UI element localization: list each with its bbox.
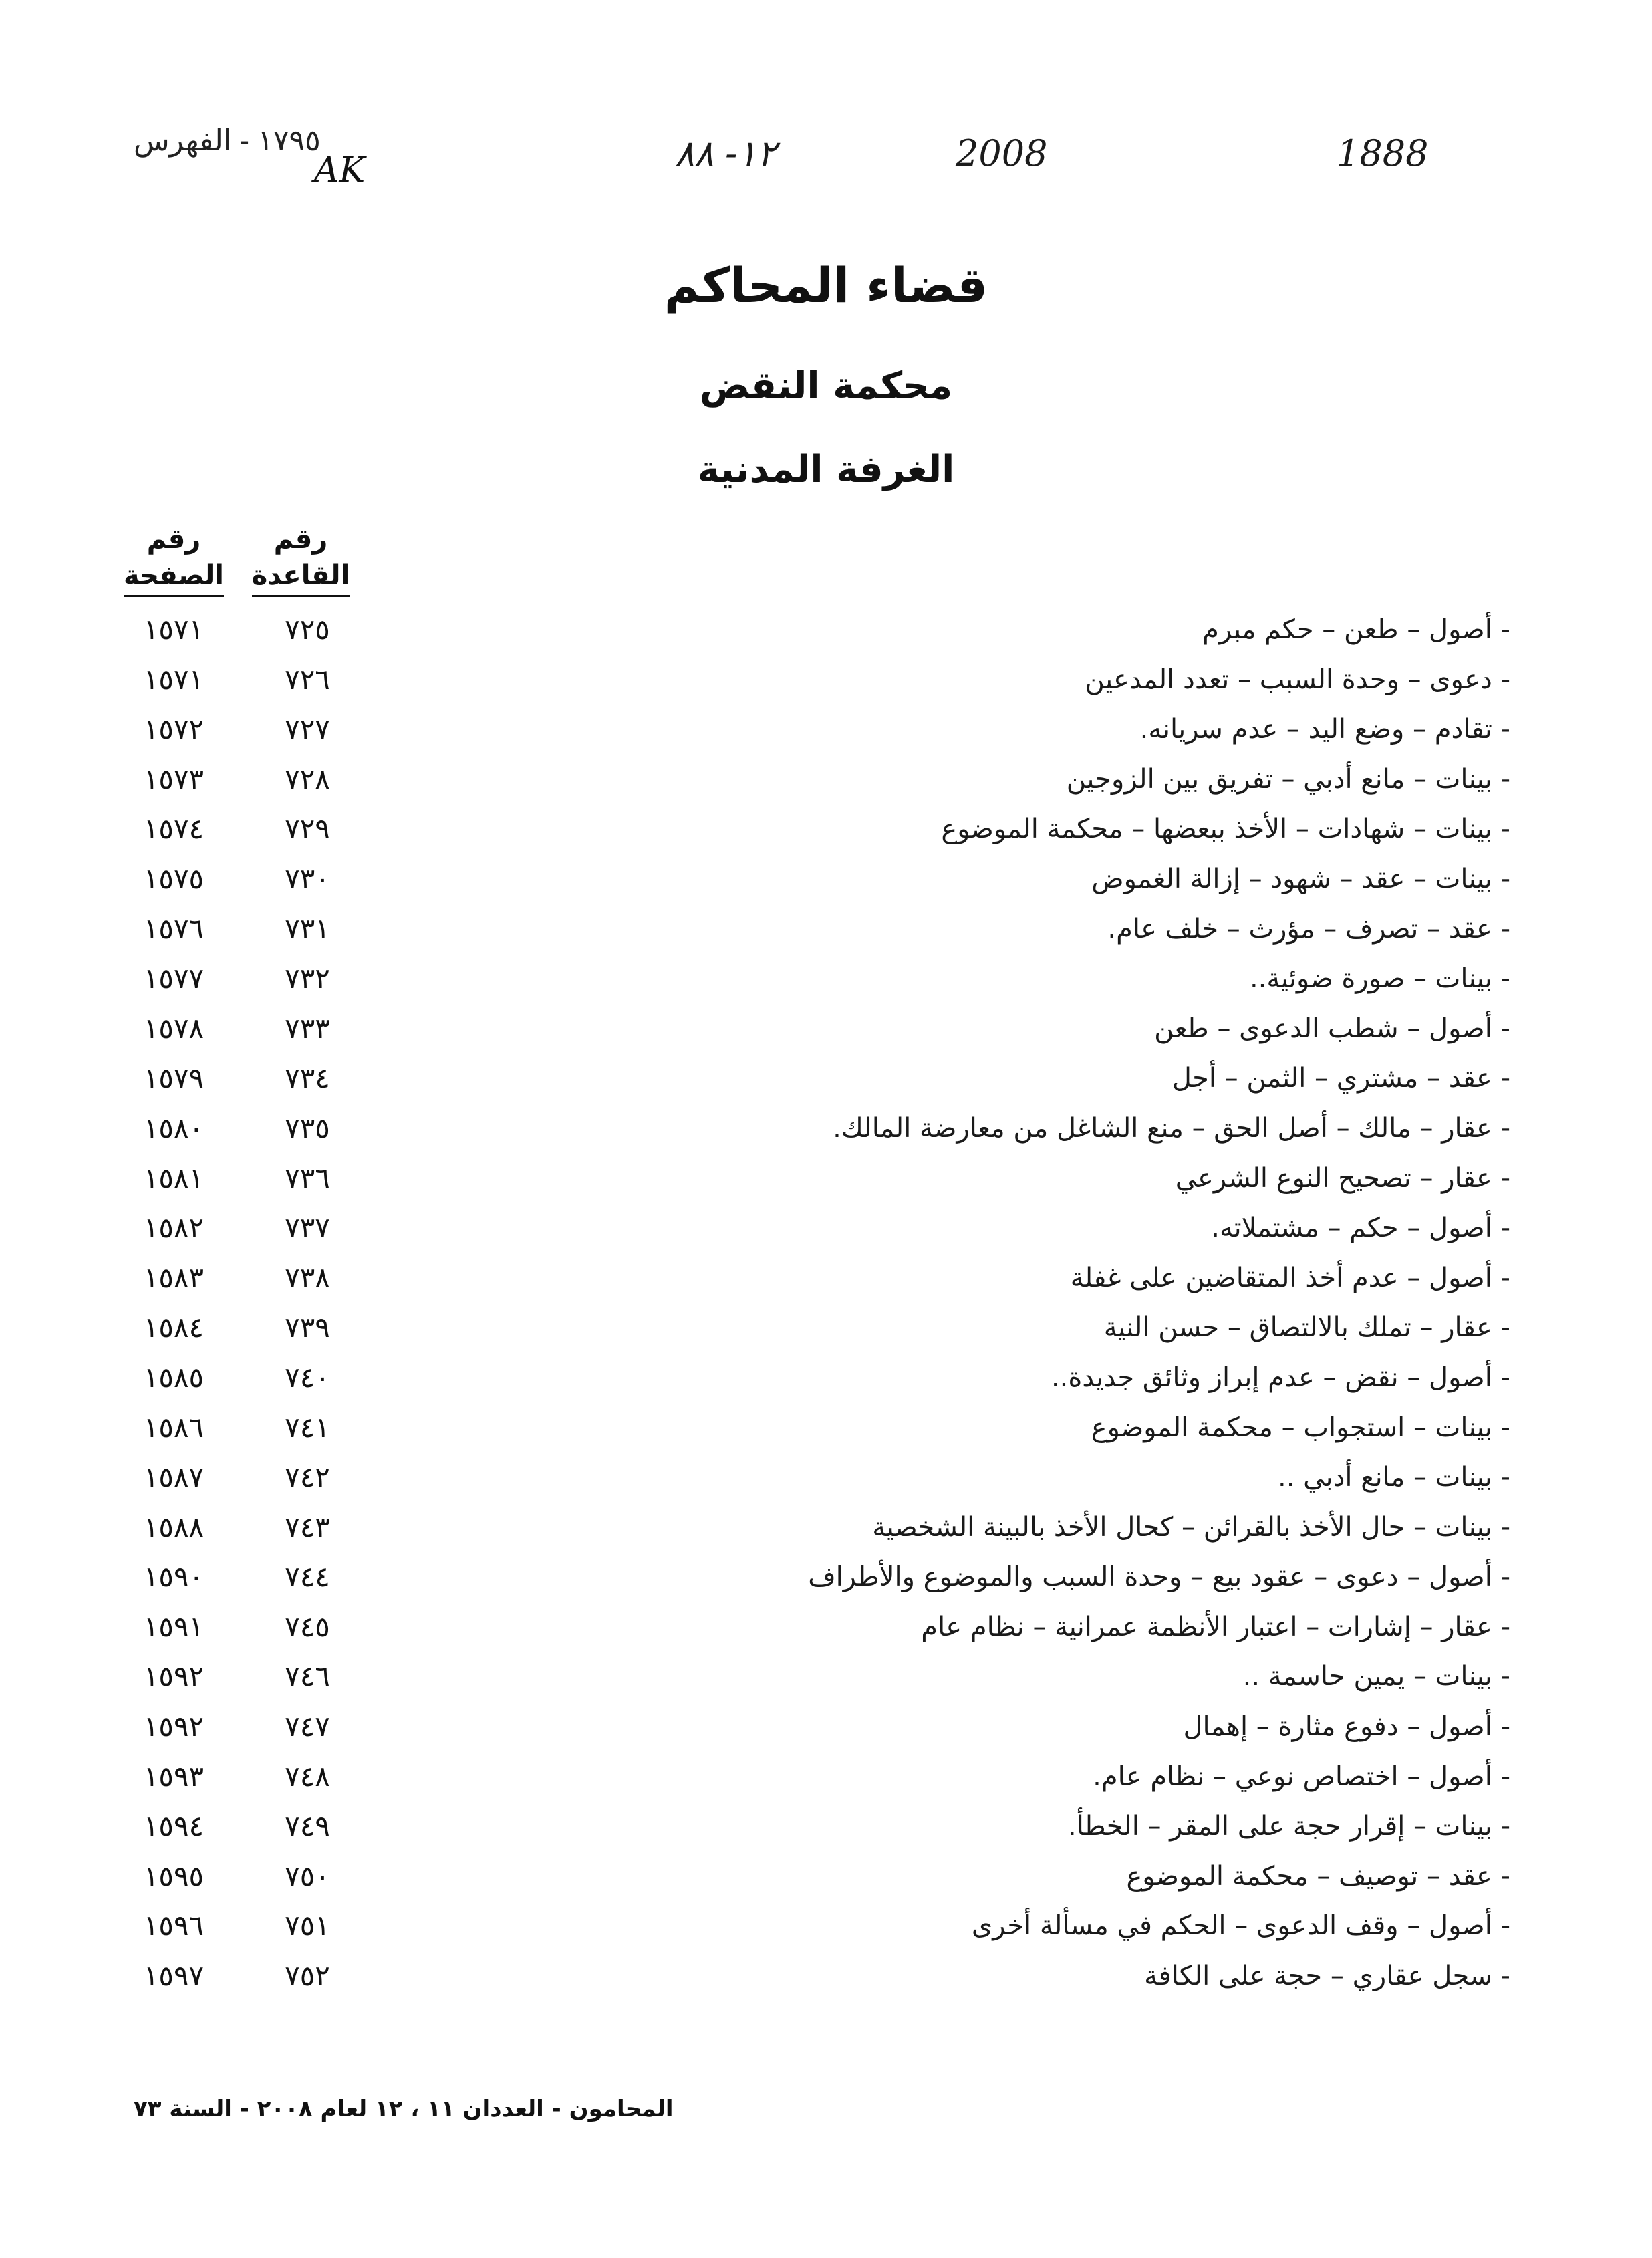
index-topic: - تقادم – وضع اليد – عدم سريانه. xyxy=(1131,714,1510,745)
page-number: ١٥٩٠ xyxy=(143,1560,204,1594)
rule-number: ٧٤٣ xyxy=(285,1510,330,1543)
page-number: ١٥٩٢ xyxy=(143,1710,204,1743)
page-number: ١٥٧٦ xyxy=(143,912,204,945)
page-number: ١٥٧٧ xyxy=(143,962,204,995)
index-topic: - أصول – اختصاص نوعي – نظام عام. xyxy=(1083,1761,1510,1792)
index-row xyxy=(120,1852,1510,1902)
index-topic: - أصول – دعوى – عقود بيع – وحدة السبب والموضوع والأطراف xyxy=(799,1561,1510,1592)
court-title: محكمة النقض xyxy=(699,364,953,408)
index-row xyxy=(120,1503,1510,1553)
index-row xyxy=(120,1652,1510,1702)
page-number: ١٥٧٤ xyxy=(143,812,204,846)
index-row xyxy=(120,1752,1510,1802)
column-header-page-line2: الصفحة xyxy=(124,557,224,597)
rule-number: ٧٣٢ xyxy=(285,962,330,995)
page-number: ١٥٩٢ xyxy=(143,1660,204,1693)
index-row xyxy=(120,1951,1510,2001)
rule-number: ٧٢٧ xyxy=(285,713,330,746)
rule-number: ٧٤٤ xyxy=(285,1560,330,1594)
page-number: ١٥٧٢ xyxy=(143,713,204,746)
page-number: ١٥٧١ xyxy=(143,662,204,696)
page-number: ١٥٧٥ xyxy=(143,862,204,895)
index-row xyxy=(120,854,1510,904)
rule-number: ٧٥٢ xyxy=(285,1959,330,1993)
rule-number: ٧٤٢ xyxy=(285,1461,330,1494)
index-row xyxy=(120,655,1510,705)
index-list xyxy=(120,605,1510,2001)
page-footer: المحامون - العددان ١١ ، ١٢ لعام ٢٠٠٨ - السنة ٧٣ xyxy=(134,2096,674,2122)
index-topic: - عقد – تصرف – مؤرث – خلف عام. xyxy=(1098,914,1510,945)
section-title: قضاء المحاكم xyxy=(664,257,988,313)
page-number: ١٥٨٠ xyxy=(143,1111,204,1144)
page-number: ١٥٨٦ xyxy=(143,1410,204,1444)
page-number: ١٥٨٨ xyxy=(143,1510,204,1543)
column-header-rule-line1: رقم xyxy=(273,524,328,555)
rule-number: ٧٤٩ xyxy=(285,1809,330,1843)
rule-number: ٧٣٣ xyxy=(285,1011,330,1045)
index-row xyxy=(120,1602,1510,1652)
rule-number: ٧٢٦ xyxy=(285,662,330,696)
page-number: ١٥٨٥ xyxy=(143,1360,204,1394)
index-row xyxy=(120,1901,1510,1951)
rule-number: ٧٤٧ xyxy=(285,1710,330,1743)
index-topic: - سجل عقاري – حجة على الكافة xyxy=(1135,1961,1510,1991)
page-number: ١٥٧٨ xyxy=(143,1011,204,1045)
page-number: ١٥٧٣ xyxy=(143,762,204,795)
column-header-rule-line2: القاعدة xyxy=(252,557,350,597)
page-number: ١٥٧١ xyxy=(143,613,204,646)
handwritten-initials: AK xyxy=(314,150,366,191)
rule-number: ٧٥٠ xyxy=(285,1859,330,1892)
index-topic: - بينات – صورة ضوئية.. xyxy=(1240,963,1510,994)
index-row xyxy=(120,1104,1510,1154)
index-topic: - بينات – مانع أدبي .. xyxy=(1268,1462,1510,1493)
index-page-label: ١٧٩٥ - الفهرس xyxy=(134,124,321,157)
index-row xyxy=(120,1004,1510,1054)
index-topic: - أصول – عدم أخذ المتقاضين على غفلة xyxy=(1061,1263,1510,1293)
index-topic: - بينات – استجواب – محكمة الموضوع xyxy=(1082,1412,1510,1443)
rule-number: ٧٤١ xyxy=(285,1410,330,1444)
index-topic: - عقار – مالك – أصل الحق – منع الشاغل من معارضة المالك. xyxy=(823,1113,1510,1144)
rule-number: ٧٣١ xyxy=(285,912,330,945)
page-number: ١٥٨٧ xyxy=(143,1461,204,1494)
index-row xyxy=(120,1203,1510,1253)
index-row xyxy=(120,1053,1510,1104)
index-row xyxy=(120,954,1510,1004)
page-number: ١٥٩٤ xyxy=(143,1809,204,1843)
handwritten-mark-year: 2008 xyxy=(956,132,1048,174)
rule-number: ٧٤٦ xyxy=(285,1660,330,1693)
index-topic: - أصول – حكم – مشتملاته. xyxy=(1202,1213,1510,1243)
index-topic: - أصول – طعن – حكم مبرم xyxy=(1193,614,1510,645)
index-row xyxy=(120,1453,1510,1503)
page-number: ١٥٩٥ xyxy=(143,1859,204,1892)
index-topic: - أصول – دفوع مثارة – إهمال xyxy=(1174,1711,1510,1742)
page-number: ١٥٨٣ xyxy=(143,1261,204,1294)
handwritten-mark-reference: ١٢- ٨٨ xyxy=(675,132,777,174)
column-header-page-line1: رقم xyxy=(146,524,201,555)
index-row xyxy=(120,605,1510,655)
index-topic: - بينات – يمين حاسمة .. xyxy=(1234,1661,1510,1692)
index-row xyxy=(120,1403,1510,1453)
index-row xyxy=(120,1801,1510,1852)
index-row xyxy=(120,1154,1510,1204)
index-row xyxy=(120,1702,1510,1752)
page-number: ١٥٩٦ xyxy=(143,1909,204,1942)
rule-number: ٧٢٩ xyxy=(285,812,330,846)
rule-number: ٧٣٥ xyxy=(285,1111,330,1144)
index-topic: - عقار – تصحيح النوع الشرعي xyxy=(1166,1163,1510,1194)
column-header-rule-number xyxy=(251,521,351,597)
index-topic: - أصول – شطب الدعوى – طعن xyxy=(1145,1013,1510,1044)
index-topic: - دعوى – وحدة السبب – تعدد المدعين xyxy=(1076,664,1510,695)
page-number: ١٥٨٢ xyxy=(143,1211,204,1245)
index-topic: - عقار – تملك بالالتصاق – حسن النية xyxy=(1095,1312,1510,1343)
page-number: ١٥٧٩ xyxy=(143,1061,204,1095)
rule-number: ٧٤٠ xyxy=(285,1360,330,1394)
index-topic: - بينات – شهادات – الأخذ ببعضها – محكمة الموضوع xyxy=(932,813,1510,844)
index-row xyxy=(120,1303,1510,1353)
index-row xyxy=(120,804,1510,854)
page-number: ١٥٩١ xyxy=(143,1610,204,1643)
rule-number: ٧٣٤ xyxy=(285,1061,330,1095)
rule-number: ٧٣٩ xyxy=(285,1311,330,1344)
index-topic: - أصول – وقف الدعوى – الحكم في مسألة أخرى xyxy=(962,1910,1510,1941)
index-topic: - عقار – إشارات – اعتبار الأنظمة عمرانية – نظام عام xyxy=(912,1612,1510,1642)
index-topic: - عقد – مشتري – الثمن – أجل xyxy=(1163,1063,1510,1094)
index-row xyxy=(120,705,1510,755)
page-number: ١٥٩٣ xyxy=(143,1759,204,1793)
rule-number: ٧٣٠ xyxy=(285,862,330,895)
index-topic: - بينات – عقد – شهود – إزالة الغموض xyxy=(1082,864,1510,894)
index-topic: - أصول – نقض – عدم إبراز وثائق جديدة.. xyxy=(1042,1362,1510,1393)
page-number: ١٥٨١ xyxy=(143,1161,204,1195)
index-row xyxy=(120,1353,1510,1403)
page-number: ١٥٨٤ xyxy=(143,1311,204,1344)
index-topic: - بينات – مانع أدبي – تفريق بين الزوجين xyxy=(1057,764,1510,795)
index-topic: - بينات – إقرار حجة على المقر – الخطأ. xyxy=(1059,1811,1510,1842)
index-topic: - عقد – توصيف – محكمة الموضوع xyxy=(1117,1861,1510,1892)
rule-number: ٧٤٨ xyxy=(285,1759,330,1793)
index-row xyxy=(120,904,1510,955)
handwritten-mark-number: 1888 xyxy=(1337,132,1429,174)
column-header-page-number xyxy=(124,521,224,597)
index-row xyxy=(120,1552,1510,1602)
chamber-title: الغرفة المدنية xyxy=(697,448,955,491)
rule-number: ٧٣٦ xyxy=(285,1161,330,1195)
index-row xyxy=(120,1253,1510,1303)
rule-number: ٧٢٨ xyxy=(285,762,330,795)
rule-number: ٧٢٥ xyxy=(285,613,330,646)
rule-number: ٧٤٥ xyxy=(285,1610,330,1643)
index-row xyxy=(120,755,1510,805)
rule-number: ٧٣٨ xyxy=(285,1261,330,1294)
rule-number: ٧٣٧ xyxy=(285,1211,330,1245)
page-number: ١٥٩٧ xyxy=(143,1959,204,1993)
index-topic: - بينات – حال الأخذ بالقرائن – كحال الأخذ بالبينة الشخصية xyxy=(863,1512,1510,1543)
rule-number: ٧٥١ xyxy=(285,1909,330,1942)
